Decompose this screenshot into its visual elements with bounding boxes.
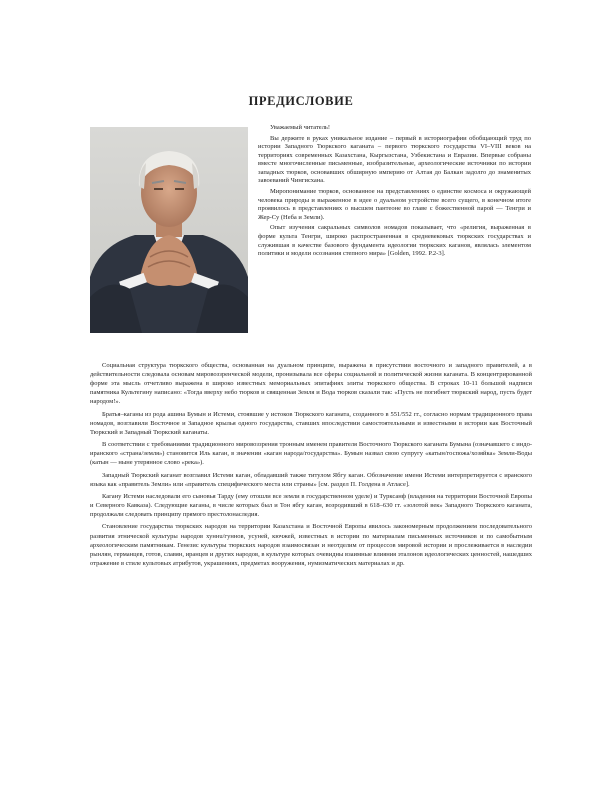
paragraph: Становление государства тюркских народов на территории Казахстана и Восточной Европы явилось закономерным продолжением последовательного развития этнической культуры народов хуннu/гуннов, усуней, кючжей, известных в истории по материалам письменных источников и по самобытным археологическим памятникам. Генезис культуры тюркских народов взаимосвязан и неотделим от процессов мировой истории и прослеживается в наследии рынлян, германцев, готов, славян, иранцев и других народов, в культуре которых очевидны взаимные влияния эталонов идеологических ценностей, нашедших отражение в стиле культовых атрибутов, украшениях, предметах вооружения, нумизматических материалах и др. <box>90 523 532 567</box>
author-portrait <box>90 127 248 333</box>
paragraph: В соответствии с требованиями традиционного мировоззрения тронным именем правителя Восточного Тюркского каганата Бумына (означавшего с индо-иранского «страна/земля») становится Иль каган, в значении «каган народа/государства». Бумын назвал свою супругу «катын/госпожа/хозяйка» Земли-Воды (катын — ныне утерянное слово «река»). <box>90 441 532 467</box>
main-text <box>90 361 532 571</box>
paragraph: Западный Тюркский каганат возглавил Истеми каган, обладавший также титулом Ябгу каган. Обозначение имени Истеми интерпретируется с иранского языка как «правитель Земли» или «правитель специфического места или страны» [см. раздел П. Голдена в Атласе]. <box>90 471 532 488</box>
page-title: ПРЕДИСЛОВИЕ <box>248 94 354 108</box>
paragraph: Социальная структура тюркского общества, основанная на дуальном принципе, выражена в присутствии восточного и западного правителей, а в действительности следовала основам мировоззренческой модели, пронизывала все сферы социальной и политической жизни каганата. В концентрированной форме эта мысль отчетливо выражена в широко известных мемориальных эпитафиях элиты тюркского общества. В строках 10-11 большой надписи памятника Культегину написано: «Тогда вверху небо тюрков и священная Земля и Вода тюрков сказали так: «Пусть не погибнет тюркский народ, пусть будет народом!». <box>90 362 532 406</box>
paragraph: Вы держите в руках уникальное издание – первый в историографии обобщающий труд по истории Западного Тюркского каганата – первого тюркского государства VI–VIII веков на территориях современных Казахстана, Кыргызстана, Узбекистана и Евразии. Впервые собраны вместе многочисленные письменные, изобразительные, археологические источники по истории западных тюрков, основавших обширную империю от Алтая до Балкан задолго до знаменитых завоеваний Чингисхана. <box>258 134 531 185</box>
paragraph: Кагану Истеми наследовали его сыновья Тарду (ему отошли все земли в государственном уделе) и Турксанф (владения на территории Восточной Европы и Северного Кавказа). Следующие каганы, в числе которых был и Тон ябгу каган, возродивший в 618–630 гг. «золотой век» Западного Тюркского каганата, продолжали следовать принципу прямого престолонаследия. <box>90 492 532 519</box>
paragraph: Миропонимание тюрков, основанное на представлениях о единстве космоса и окружающей человека природы и выраженное в идее о дуальном устройстве всего сущего, в конечном итоге проявилось в представлениях о высшем пантеоне во главе с божественной парой — Тенгри и Жер-Су (Неба и Земли). <box>258 188 531 221</box>
greeting: Уважаемый читатель! <box>270 124 331 131</box>
paragraph: Братья–каганы из рода ашина Бумын и Истеми, стоявшие у истоков Тюркского каганата, созданного в 551/552 гг., согласно нормам традиционного права номадов, возглавили Восточное и Западное крылья одного государства, ставших впоследствии самостоятельными и известными в истории как Восточный Тюркский и Западный Тюркский каганаты. <box>90 410 532 436</box>
portrait-photo <box>90 127 248 333</box>
paragraph: Опыт изучения сакральных символов номадов показывает, что «религия, выраженная в форме культа Тенгри, широко распространенная в средневековых тюркских государствах и служившая в качестве базового фундамента идеологии тюркских каганов, являлась элементом политики и модели осознания степного мира» [Golden, 1992. P.2-3]. <box>258 224 531 258</box>
intro-column <box>258 124 531 261</box>
